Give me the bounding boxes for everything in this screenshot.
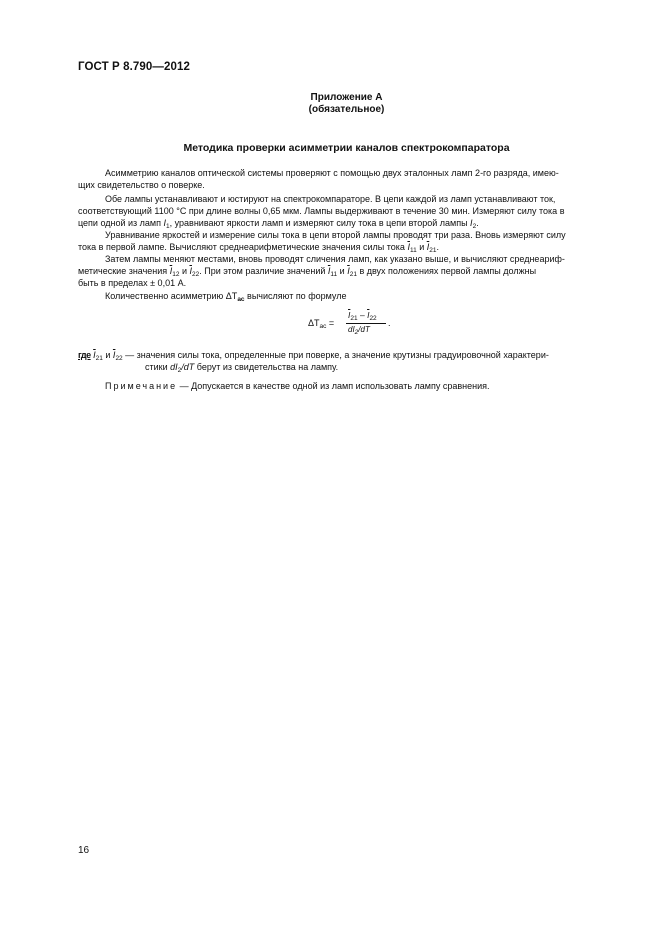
where-sub-21: 21 [95, 355, 103, 362]
mean-var-i22: $\overline{I}$ [189, 266, 192, 276]
p3-and: и [416, 242, 427, 252]
p3-l2-text: тока в первой лампе. Вычисляют среднеарифметические значения силы тока [78, 242, 408, 252]
where-slope-var2: /dT [181, 362, 195, 372]
where-sub-22: 22 [115, 355, 123, 362]
appendix-title: Приложение А [310, 92, 383, 103]
formula-den-a: dI [348, 325, 355, 334]
p1-line1: Асимметрию каналов оптической системы проверяют с помощью двух эталонных ламп 2-го разряда, имею- [105, 168, 559, 178]
where-var-i22: $\overline{I}$ [112, 350, 116, 360]
p4-line1: Затем лампы меняют местами, вновь проводят сличения ламп, как указано выше, и вычисляют среднеариф- [105, 254, 565, 264]
note-line [105, 381, 490, 392]
where-var-i21: $\overline{I}$ [93, 350, 96, 360]
mean-var-i11b: $\overline{I}$ [327, 266, 331, 276]
p5-line1 [105, 291, 346, 305]
p5-text-b: вычисляют по формуле [244, 291, 347, 301]
mean-sub-11b: 11 [330, 271, 338, 278]
p4-l2-text-c: в двух положениях первой лампы должны [356, 266, 537, 276]
section-heading: Методика проверки асимметрии каналов спектрокомпаратора [183, 142, 510, 154]
asymmetry-formula [308, 310, 428, 340]
current-var-i1: I [163, 218, 167, 228]
where-text-2b: берут из свидетельства на лампу. [194, 362, 339, 372]
p2-l3-text-a: цепи одной из ламп [78, 218, 164, 228]
current-sub-2: 2 [472, 223, 477, 230]
standard-id: ГОСТ Р 8.790—2012 [78, 61, 190, 73]
mean-var-i12: $\overline{I}$ [169, 266, 173, 276]
formula-denominator [348, 325, 370, 336]
current-sub-1: 1 [166, 223, 170, 230]
p2-l3-text-c: . [476, 218, 479, 228]
p4-l2-text-a: метические значения [78, 266, 170, 276]
current-var-i2: I [470, 218, 473, 228]
where-line2 [145, 362, 338, 376]
formula-lhs-sub: ac [319, 323, 327, 330]
mean-sub-21b: 21 [349, 271, 357, 278]
p1-line2: щих свидетельство о поверке. [78, 180, 205, 190]
appendix-status: (обязательное) [308, 104, 385, 115]
formula-den-b: /dT [358, 325, 370, 334]
formula-den-sub: 2 [354, 329, 359, 336]
mean-sub-21: 21 [429, 247, 437, 254]
formula-num-b: $\overline{I}$ [367, 310, 370, 320]
where-text-2a: стики [145, 362, 171, 372]
p4-line3: быть в пределах ± 0,01 А. [78, 278, 187, 288]
p3-line1: Уравнивание яркостей и измерение силы тока в цепи второй лампы проводят три раза. Вновь измеряют силу [105, 230, 566, 240]
p4-and2: и [337, 266, 348, 276]
p4-l2-text-b: . При этом различие значений [199, 266, 328, 276]
formula-numerator [348, 310, 377, 322]
formula-lhs [308, 318, 334, 330]
note-label: Примечание [105, 381, 178, 391]
formula-minus: – [357, 310, 368, 320]
formula-end: . [388, 318, 391, 328]
where-and: и [102, 350, 113, 360]
asym-symbol: ΔT [225, 291, 238, 301]
where-marker: где [78, 350, 91, 360]
mean-var-i21: $\overline{I}$ [426, 242, 430, 252]
mean-sub-12: 12 [172, 271, 180, 278]
note-text: — Допускается в качестве одной из ламп использовать лампу сравнения. [177, 381, 490, 391]
formula-num-a: $\overline{I}$ [348, 310, 351, 320]
mean-var-i21b: $\overline{I}$ [347, 266, 350, 276]
p2-line1: Обе лампы устанавливают и юстируют на спектрокомпараторе. В цепи каждой из ламп устанавливают ток, [105, 194, 556, 204]
where-slope-sub: 2 [177, 367, 182, 374]
where-text-1: — значения силы тока, определенные при поверке, а значение крутизны градуировочной характери- [122, 350, 549, 360]
p5-text-a: Количественно асимметрию [105, 291, 226, 301]
formula-lhs-symbol: ΔT [308, 318, 320, 328]
p2-l3-text-b: , уравнивают яркости ламп и измеряют силу тока в цепи второй лампы [169, 218, 471, 228]
p4-and: и [179, 266, 190, 276]
fraction-bar [346, 323, 386, 324]
formula-equals: = [326, 318, 335, 328]
formula-num-a-sub: 21 [350, 315, 358, 322]
where-slope-var: dI [170, 362, 178, 372]
mean-sub-11: 11 [409, 247, 417, 254]
p2-line2: соответствующий 1100 °С при длине волны 0,65 мкм. Лампы выдерживают в течение 30 мин. Измеряют силу тока в [78, 206, 565, 216]
mean-sub-22: 22 [191, 271, 200, 278]
formula-num-b-sub: 22 [369, 315, 377, 322]
asym-sub: ac [237, 296, 245, 303]
mean-var-i11: $\overline{I}$ [407, 242, 410, 252]
page-number: 16 [78, 845, 90, 856]
p3-end: . [436, 242, 439, 252]
